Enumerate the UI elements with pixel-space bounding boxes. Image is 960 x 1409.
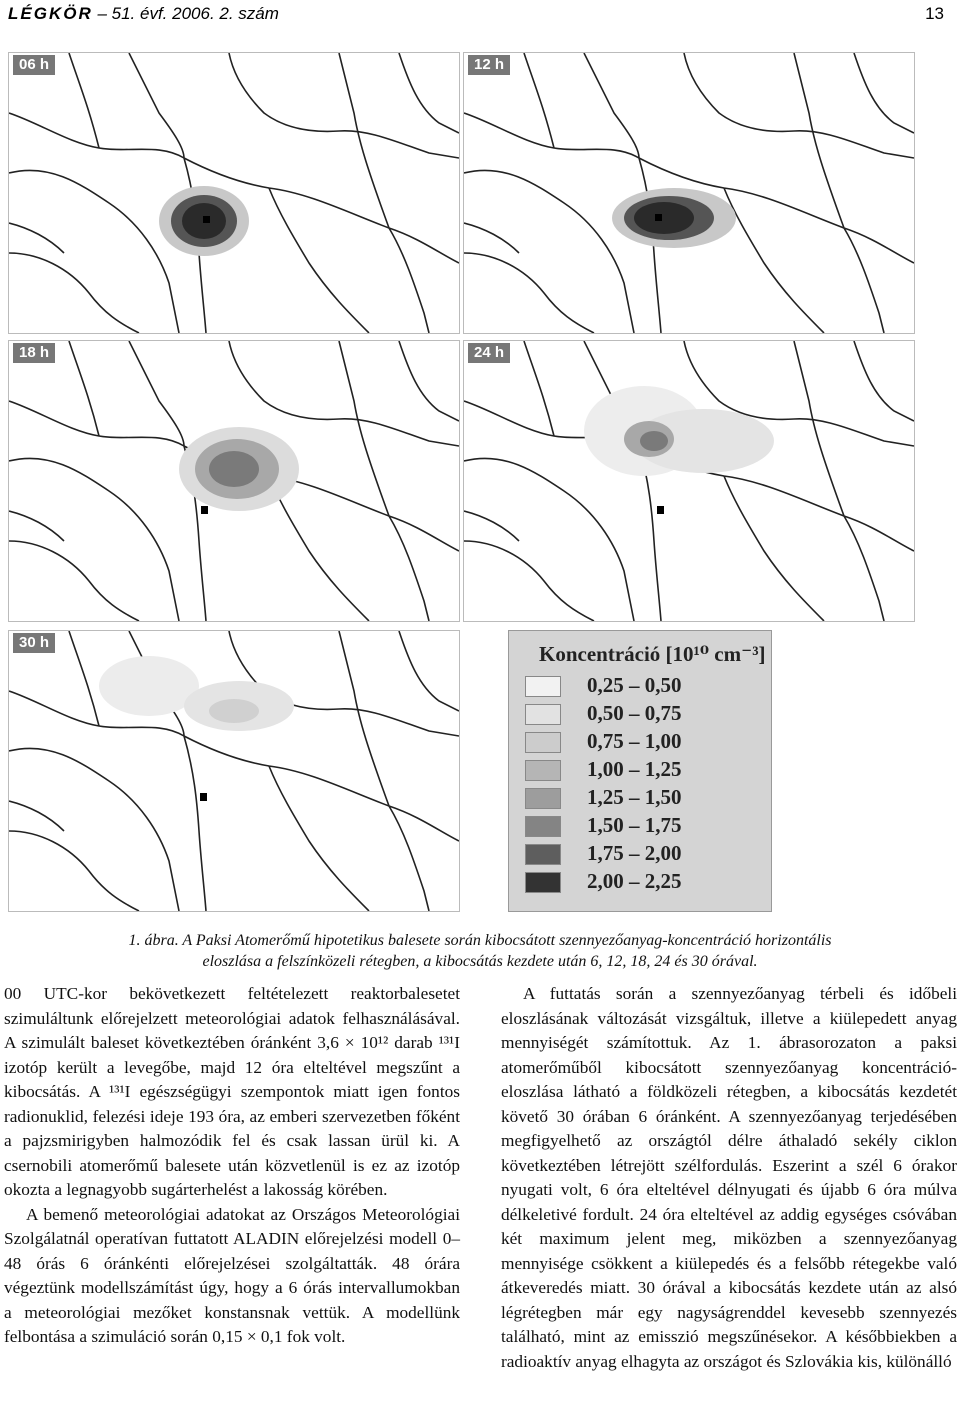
legend-swatch <box>525 676 561 697</box>
running-header <box>8 4 952 30</box>
legend-swatch <box>525 816 561 837</box>
caption-line: 1. ábra. A Paksi Atomerőmű hipotetikus balesete során kibocsátott szennyezőanyag-koncentráció horizontális <box>128 932 832 949</box>
legend-range: 1,75 – 2,00 <box>587 841 682 865</box>
legend-title: Koncentráció [10¹⁰ cm⁻³] <box>539 642 766 666</box>
legend-range: 1,25 – 1,50 <box>587 785 682 809</box>
legend-entry <box>525 731 765 753</box>
map-time-label: 06 h <box>13 55 55 75</box>
map-18h <box>8 340 460 622</box>
legend-swatch <box>525 788 561 809</box>
concentration-legend <box>508 630 772 912</box>
figure-caption <box>60 930 900 972</box>
legend-range: 1,00 – 1,25 <box>587 757 682 781</box>
legend-entry <box>525 703 765 725</box>
legend-entry <box>525 787 765 809</box>
legend-range: 0,25 – 0,50 <box>587 673 682 697</box>
legend-range: 2,00 – 2,25 <box>587 869 682 893</box>
map-12h <box>463 52 915 334</box>
legend-range: 0,50 – 0,75 <box>587 701 682 725</box>
legend-entry <box>525 871 765 893</box>
paragraph: A futtatás során a szennyezőanyag térbeli és időbeli eloszlásának változását vizsgáltuk, illetve a kiülepedett anyag mennyiségét számítottuk. Az 1. ábrasorozaton a paksi atomerőműből kibocsátott szennyezőanyag koncentráció-eloszlása látható a földközeli rétegben, a kibocsátás kezdetét követő 30 órában 6 óránként. A szennyezőanyag terjedésében megfigyelhető az országtól délre áthaladó sekély ciklon következtében létrejött szélfordulás. Eszerint a szél 6 órakor nyugati volt, 6 óra elteltével délnyugati és újabb 6 óra múlva délkeletivé fordult. 24 óra elteltével az addig egységes csóvában két maximum jelent meg, miközben a szennyezőanyag mennyisége csökkent a kiülepedés és a felsőbb rétegekbe való átkeveredés miatt. 30 órával a kibocsátás kezdete után az alsó légrétegben már egy nagyságrenddel kevesebb szennyezés található, mint az emisszió megszűnésekor. A későbbiekben a radioaktív anyag elhagyta az országot és Szlovákia kis, különálló <box>501 984 957 1371</box>
legend-entry <box>525 759 765 781</box>
map-24h <box>463 340 915 622</box>
legend-entry <box>525 815 765 837</box>
map-30h <box>8 630 460 912</box>
legend-swatch <box>525 844 561 865</box>
paragraph: A bemenő meteorológiai adatokat az Országos Meteorológiai Szolgálatnál operatívan futtatott ALADIN előrejelzési modell 0–48 órás 6 óránkénti előrejelzései szolgáltatták. 48 órára végeztünk modellszámítást úgy, hogy a 6 órás intervallumokban a meteorológiai mezőket konstansnak vettük. A modellünk felbontása a szimuláció során 0,15 × 0,1 fok volt. <box>4 1204 460 1346</box>
map-time-label: 18 h <box>13 343 55 363</box>
legend-swatch <box>525 732 561 753</box>
legend-entry <box>525 675 765 697</box>
paragraph: 00 UTC-kor bekövetkezett feltételezett reaktorbalesetet szimuláltunk előrejelzett meteorológiai adatok felhasználásával. A szimulált baleset következtében óránként 3,6 × 10¹² darab ¹³¹I izotóp került a levegőbe, majd 12 óra elteltével megszűnt a kibocsátás. A ¹³¹I egészségügyi szempontok miatt igen fontos radionuklid, felezési ideje 193 óra, az emberi szervezetben főként a pajzsmirigyben halmozódik fel és csak lassan ürül ki. A csernobili atomerőmű balesete után közvetlenül is ez az izotóp okozta a legnagyobb sugárterhelést a lakosság körében. <box>4 984 460 1199</box>
legend-swatch <box>525 872 561 893</box>
right-column <box>501 982 957 1374</box>
legend-range: 0,75 – 1,00 <box>587 729 682 753</box>
journal-name: LÉGKÖR <box>8 4 93 23</box>
legend-range: 1,50 – 1,75 <box>587 813 682 837</box>
legend-swatch <box>525 760 561 781</box>
caption-line: eloszlása a felszínközeli rétegben, a kibocsátás kezdete után 6, 12, 18, 24 és 30 órával. <box>202 953 758 970</box>
map-time-label: 24 h <box>468 343 510 363</box>
left-column <box>4 982 460 1350</box>
legend-entry <box>525 843 765 865</box>
map-time-label: 30 h <box>13 633 55 653</box>
map-06h <box>8 52 460 334</box>
page-number: 13 <box>925 4 944 23</box>
legend-swatch <box>525 704 561 725</box>
map-time-label: 12 h <box>468 55 510 75</box>
issue-info: – 51. évf. 2006. 2. szám <box>97 4 279 23</box>
